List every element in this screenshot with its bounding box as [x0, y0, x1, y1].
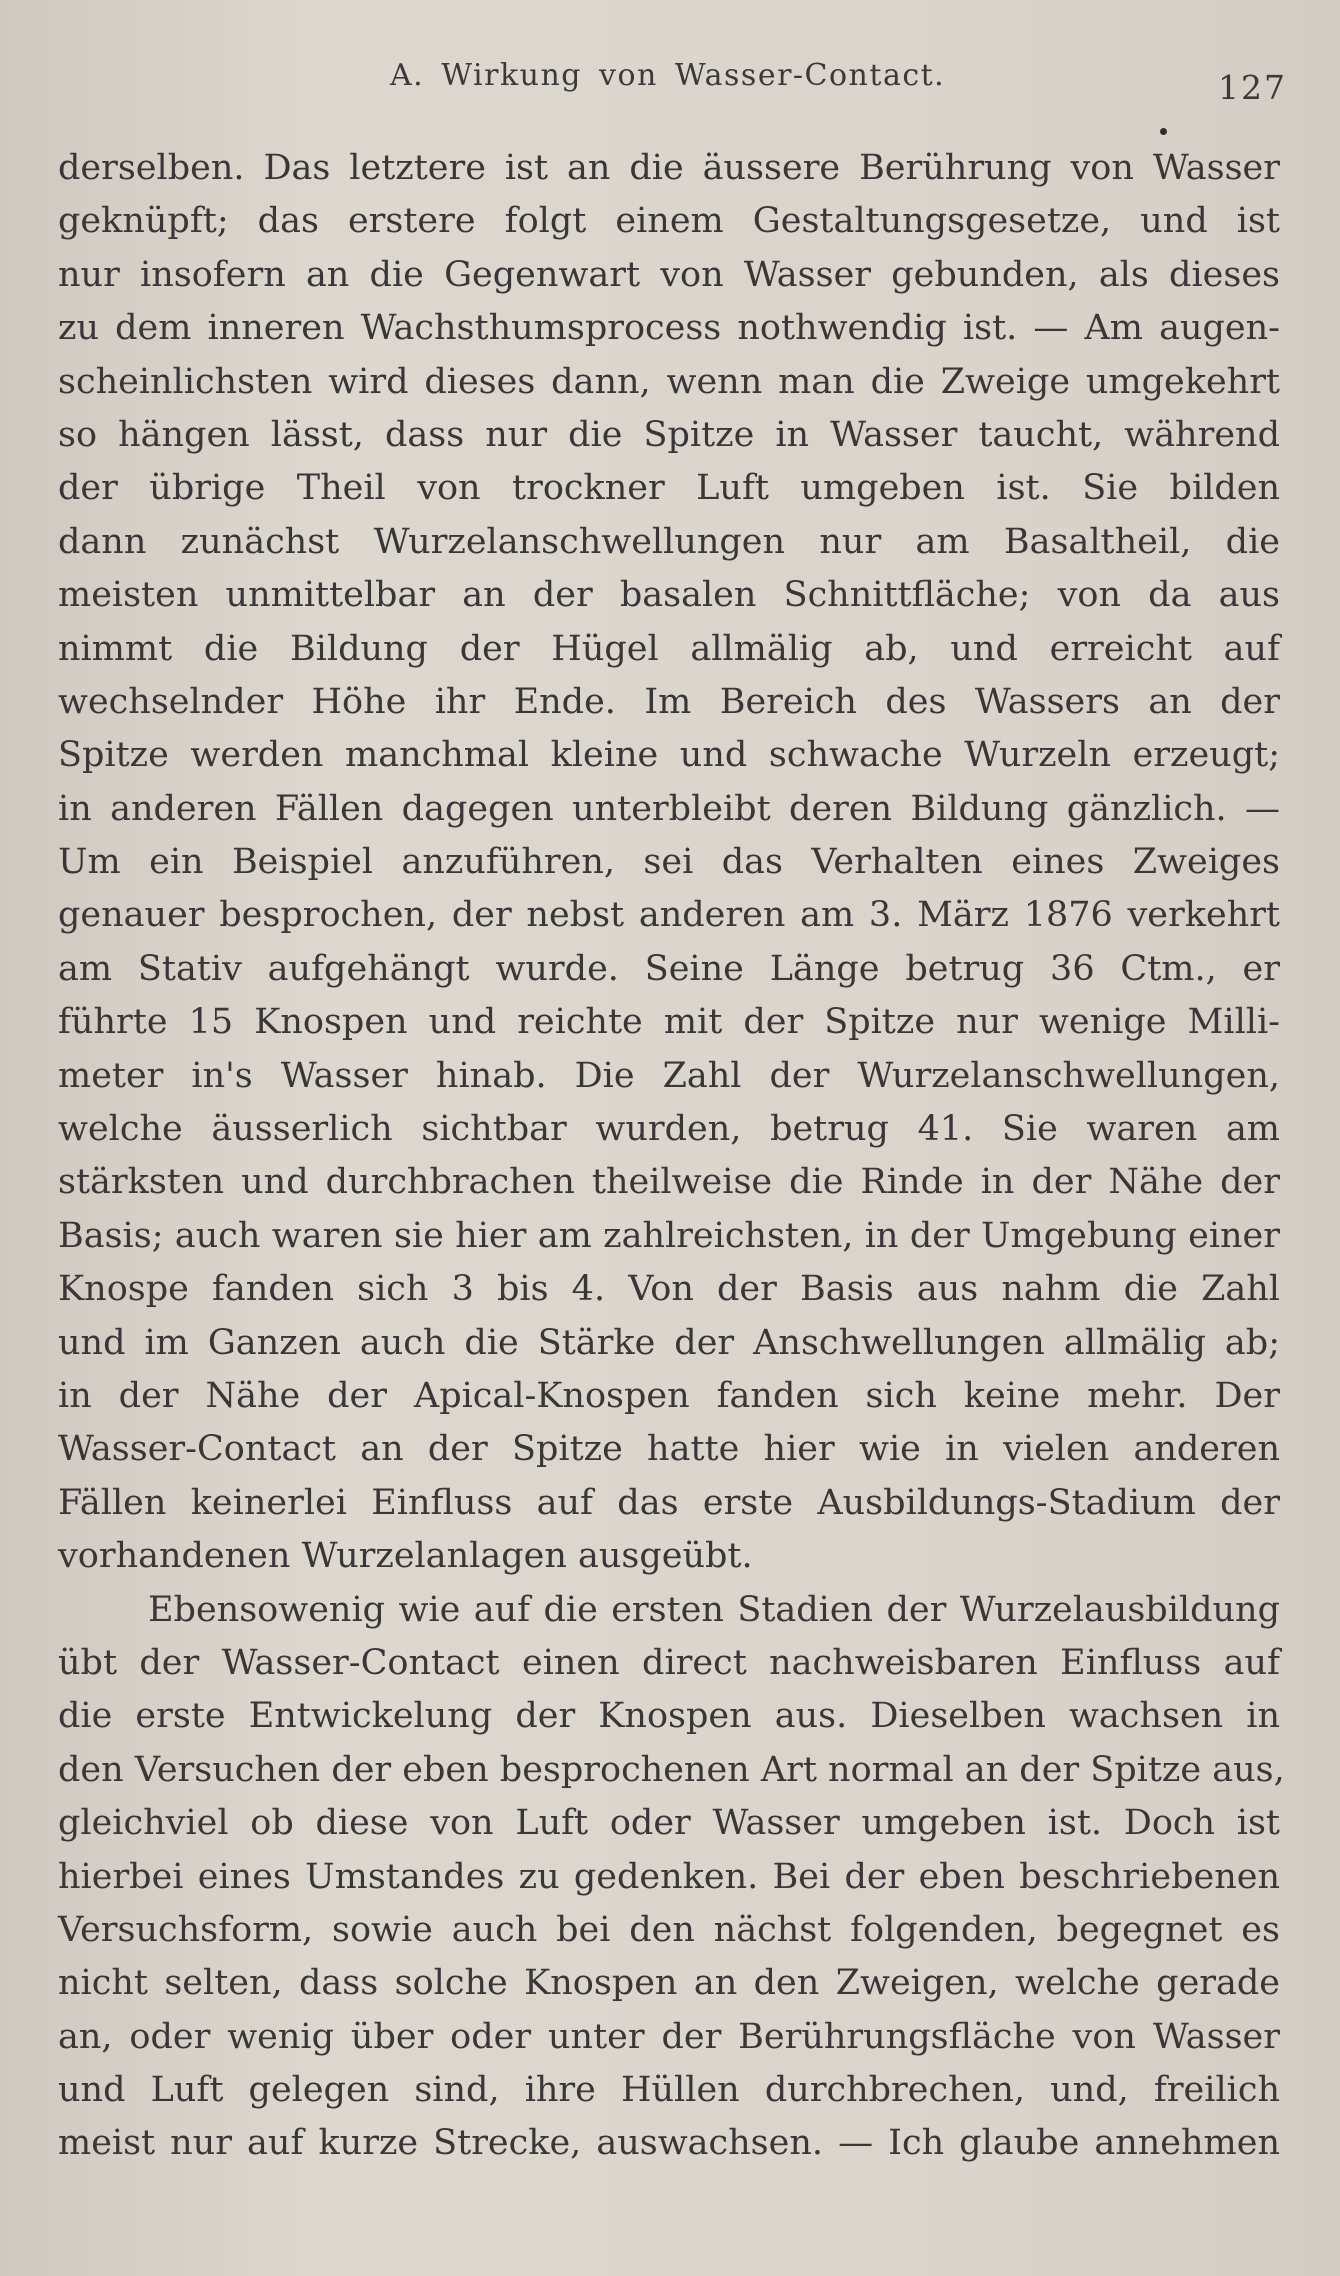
text-line: führte 15 Knospen und reichte mit der Spitze nur wenige Milli-: [58, 1002, 1280, 1043]
text-line: so hängen lässt, dass nur die Spitze in Wasser taucht, während: [58, 414, 1280, 455]
text-line: wechselnder Höhe ihr Ende. Im Bereich des Wassers an der: [58, 681, 1280, 722]
text-line: am Stativ aufgehängt wurde. Seine Länge betrug 36 Ctm., er: [58, 948, 1280, 989]
text-line: scheinlichsten wird dieses dann, wenn man die Zweige umgekehrt: [58, 361, 1280, 402]
text-line: Knospe fanden sich 3 bis 4. Von der Basis aus nahm die Zahl: [58, 1269, 1280, 1310]
text-line: übt der Wasser-Contact einen direct nachweisbaren Einfluss auf: [58, 1642, 1280, 1683]
text-line: an, oder wenig über oder unter der Berührungsfläche von Wasser: [58, 2016, 1280, 2057]
text-line: und im Ganzen auch die Stärke der Anschwellungen allmälig ab;: [58, 1322, 1280, 1363]
text-line: Ebensowenig wie auf die ersten Stadien der Wurzelausbildung: [148, 1589, 1280, 1630]
text-line: hierbei eines Umstandes zu gedenken. Bei der eben beschriebenen: [58, 1856, 1280, 1897]
text-line: der übrige Theil von trockner Luft umgeben ist. Sie bilden: [58, 468, 1280, 509]
text-line: in anderen Fällen dagegen unterbleibt deren Bildung gänzlich. —: [58, 788, 1280, 829]
text-line: derselben. Das letztere ist an die äussere Berührung von Wasser: [58, 148, 1280, 188]
text-line: nur insofern an die Gegenwart von Wasser gebunden, als dieses: [58, 254, 1280, 295]
text-line: gleichviel ob diese von Luft oder Wasser umgeben ist. Doch ist: [58, 1803, 1280, 1844]
text-line: die erste Entwickelung der Knospen aus. Dieselben wachsen in: [58, 1696, 1280, 1737]
running-head: [0, 58, 1340, 108]
text-line: genauer besprochen, der nebst anderen am 3. März 1876 verkehrt: [58, 895, 1280, 936]
text-line: meter in's Wasser hinab. Die Zahl der Wurzelanschwellungen,: [58, 1055, 1280, 1096]
body-text: [58, 142, 1285, 2171]
paragraph-1: [58, 142, 1280, 1584]
text-line: zu dem inneren Wachsthumsprocess nothwendig ist. — Am augen-: [58, 308, 1280, 349]
text-line: den Versuchen der eben besprochenen Art normal an der Spitze aus,: [58, 1749, 1285, 1790]
text-line: dann zunächst Wurzelanschwellungen nur am Basaltheil, die: [58, 521, 1280, 562]
text-line: Spitze werden manchmal kleine und schwache Wurzeln erzeugt;: [58, 735, 1280, 776]
text-line: vorhandenen Wurzelanlagen ausgeübt.: [58, 1536, 753, 1577]
text-line: Versuchsform, sowie auch bei den nächst folgenden, begegnet es: [58, 1909, 1280, 1950]
text-line: stärksten und durchbrachen theilweise die Rinde in der Nähe der: [58, 1162, 1280, 1203]
text-line: und Luft gelegen sind, ihre Hüllen durchbrechen, und, freilich: [58, 2070, 1280, 2111]
text-line: nimmt die Bildung der Hügel allmälig ab, und erreicht auf: [58, 628, 1280, 669]
text-line: Wasser-Contact an der Spitze hatte hier wie in vielen anderen: [58, 1429, 1280, 1470]
page-number: 127: [1218, 68, 1287, 107]
text-line: meisten unmittelbar an der basalen Schnittfläche; von da aus: [58, 575, 1280, 616]
text-line: Basis; auch waren sie hier am zahlreichsten, in der Umgebung einer: [58, 1215, 1280, 1256]
text-line: geknüpft; das erstere folgt einem Gestaltungsgesetze, und ist: [58, 201, 1280, 242]
text-line: in der Nähe der Apical-Knospen fanden sich keine mehr. Der: [58, 1375, 1280, 1416]
text-line: welche äusserlich sichtbar wurden, betrug 41. Sie waren am: [58, 1109, 1280, 1150]
ink-dot-mark: [1160, 128, 1167, 135]
text-line: meist nur auf kurze Strecke, auswachsen. — Ich glaube annehmen: [58, 2123, 1280, 2164]
paragraph-2: [58, 1584, 1285, 2171]
text-line: nicht selten, dass solche Knospen an den Zweigen, welche gerade: [58, 1963, 1280, 2004]
running-title: A. Wirkung von Wasser-Contact.: [390, 58, 946, 93]
text-line: Um ein Beispiel anzuführen, sei das Verhalten eines Zweiges: [58, 842, 1280, 883]
text-line: Fällen keinerlei Einfluss auf das erste Ausbildungs-Stadium der: [58, 1482, 1280, 1523]
